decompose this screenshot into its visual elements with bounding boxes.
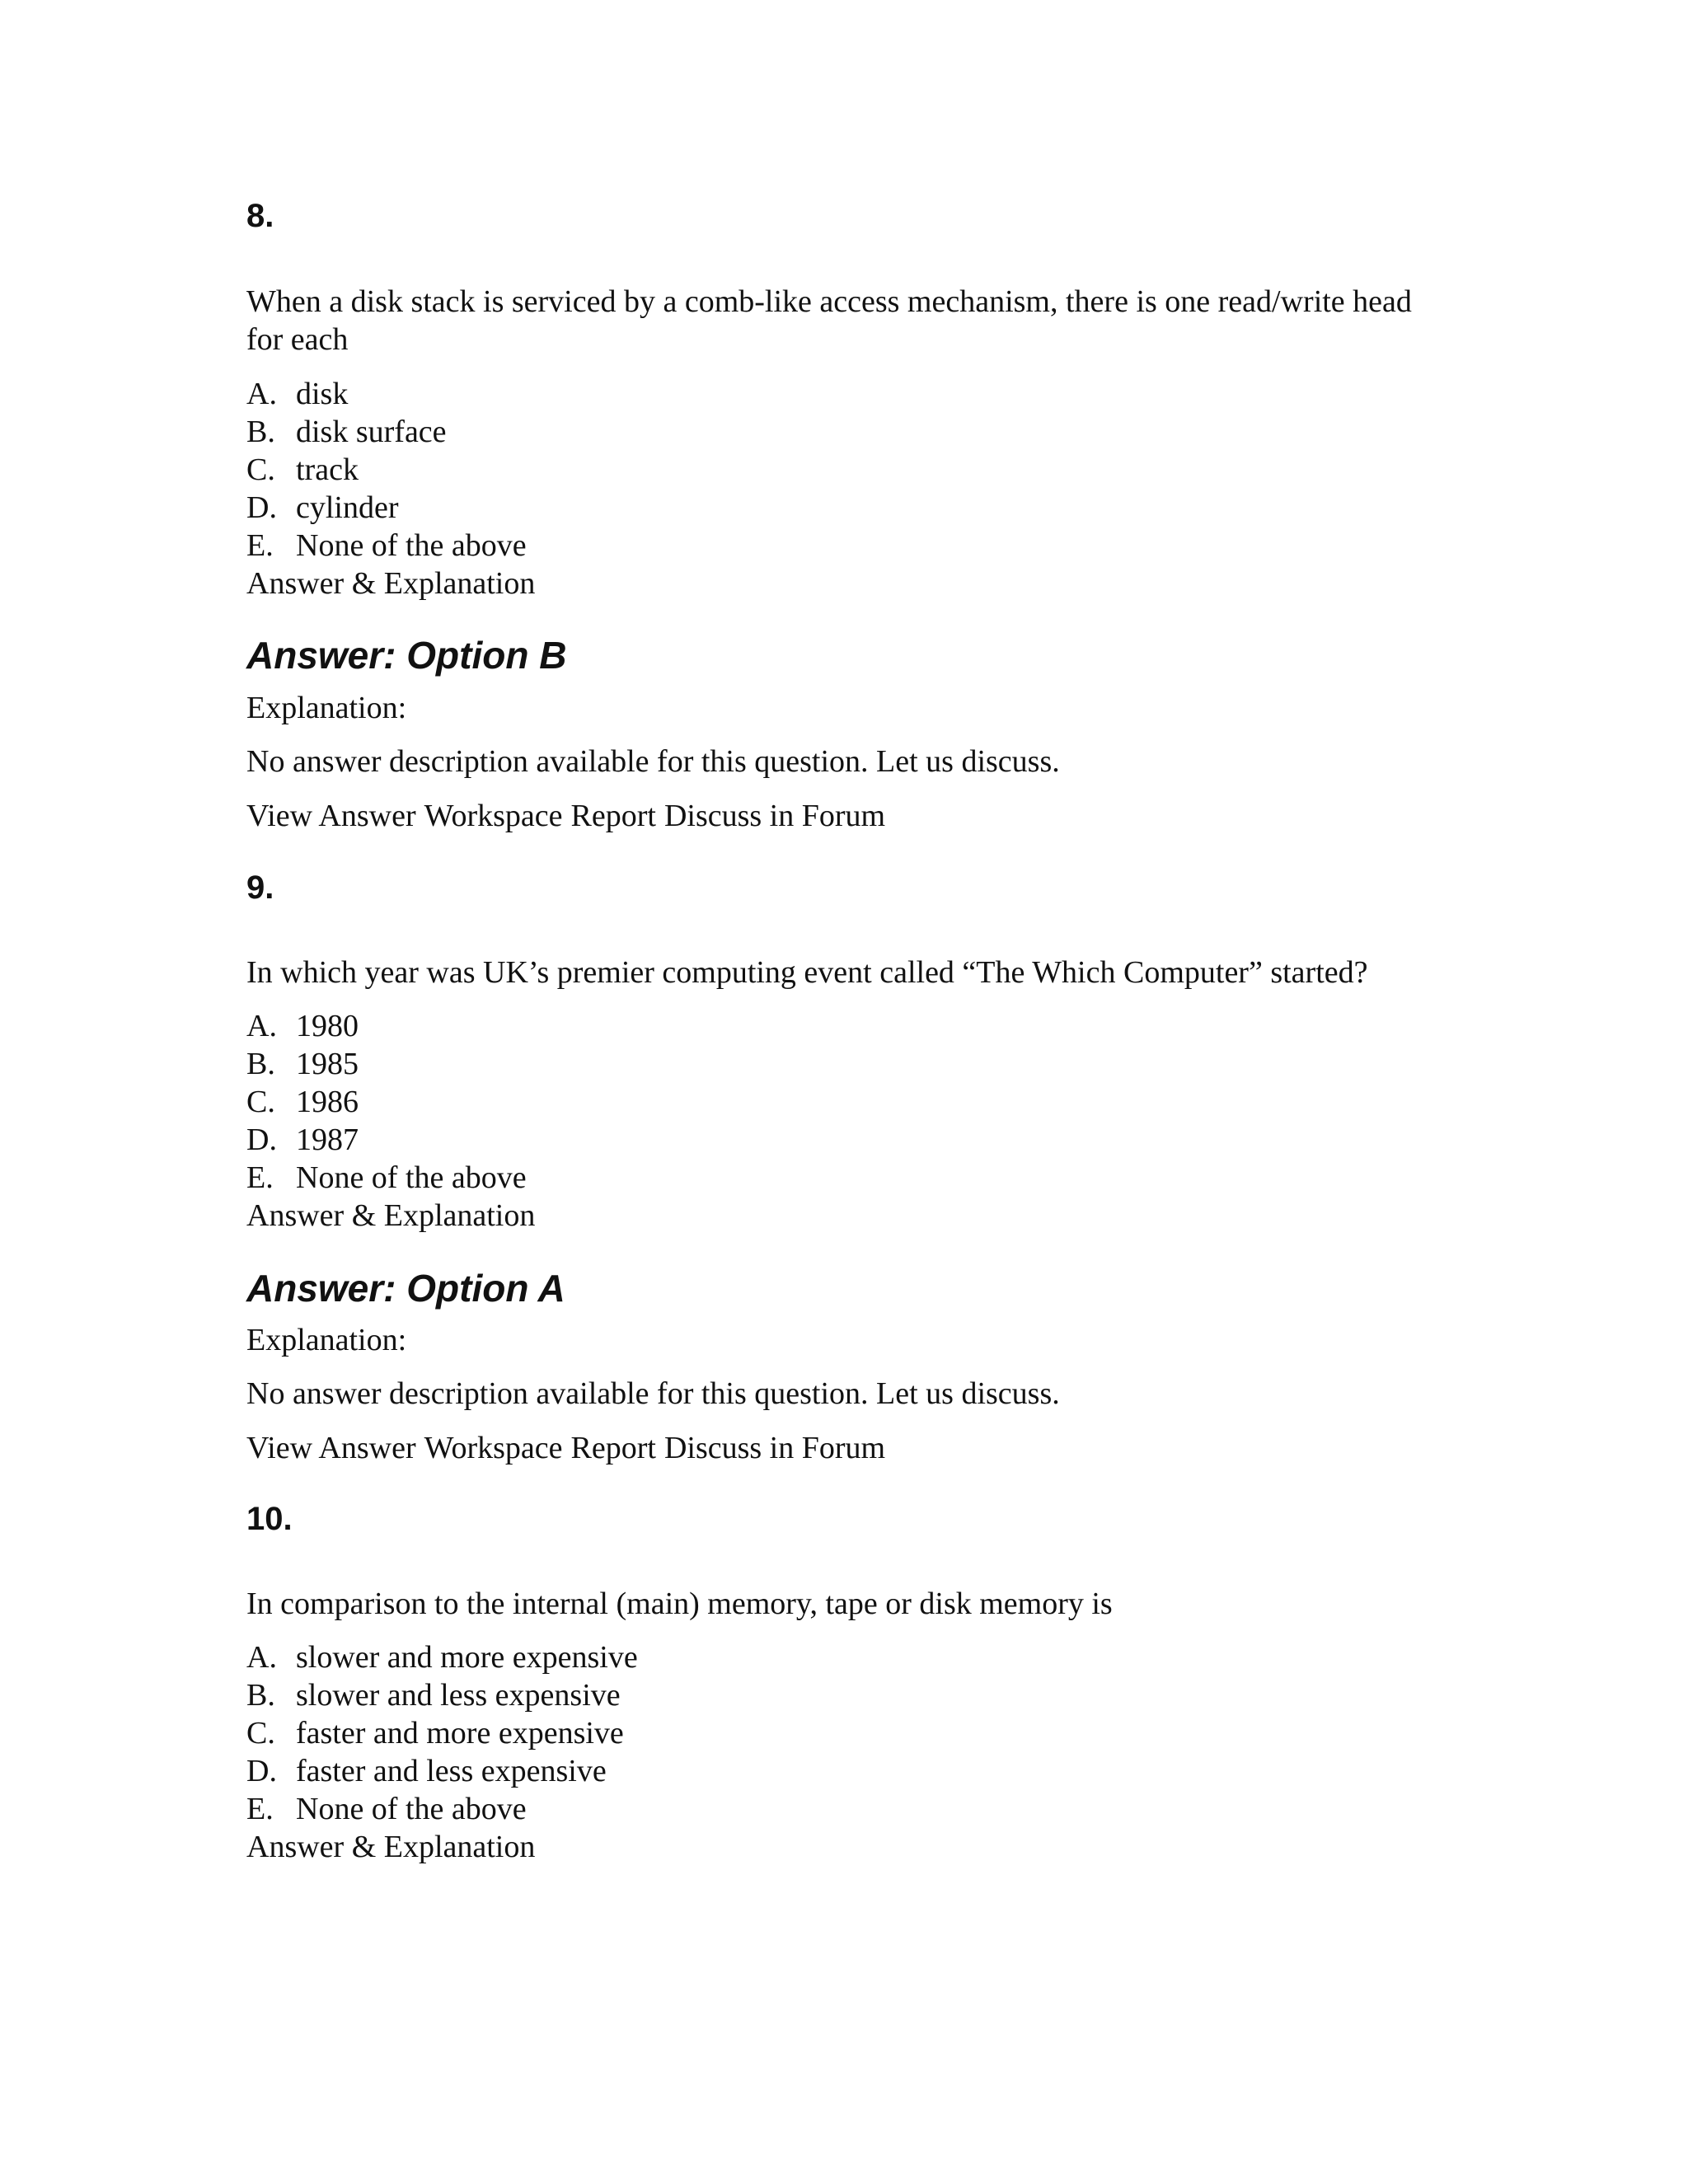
option-list [246,375,527,565]
explanation-label: Explanation: [246,691,407,725]
option-item[interactable] [246,1752,638,1790]
option-text: 1986 [296,1085,359,1119]
option-letter: D. [246,490,277,525]
option-item[interactable] [246,1083,527,1121]
option-letter: B. [246,415,275,449]
option-letter: E. [246,1160,274,1195]
option-item[interactable] [246,527,527,565]
option-item[interactable] [246,1121,527,1159]
report-link[interactable]: Report [570,799,656,833]
option-item[interactable] [246,1790,638,1828]
view-answer-link[interactable]: View Answer [246,799,416,833]
question-text: In comparison to the internal (main) memory, tape or disk memory is [246,1586,1113,1621]
answer-heading: Answer: Option A [246,1267,565,1310]
option-item[interactable] [246,1045,527,1083]
option-letter: D. [246,1754,277,1788]
explanation-label: Explanation: [246,1323,407,1357]
option-text: None of the above [296,528,527,563]
option-text: 1987 [296,1122,359,1157]
option-item[interactable] [246,375,527,413]
option-item[interactable] [246,451,527,489]
option-letter: A. [246,1009,277,1043]
explanation-text: No answer description available for this question. Let us discuss. [246,744,1060,779]
option-letter: C. [246,1085,275,1119]
question-number: 9. [246,869,274,906]
option-letter: C. [246,452,275,487]
option-item[interactable] [246,489,527,527]
workspace-link[interactable]: Workspace [424,1431,563,1465]
option-text: track [296,452,359,487]
option-text: disk surface [296,415,447,449]
option-text: disk [296,377,349,411]
option-text: faster and less expensive [296,1754,607,1788]
option-text: None of the above [296,1792,527,1826]
view-answer-link[interactable]: View Answer [246,1431,416,1465]
answer-heading: Answer: Option B [246,634,567,677]
option-text: 1980 [296,1009,359,1043]
report-link[interactable]: Report [570,1431,656,1465]
option-letter: C. [246,1716,275,1750]
option-list [246,1007,527,1197]
option-text: faster and more expensive [296,1716,624,1750]
option-letter: A. [246,377,277,411]
question-number: 8. [246,198,274,234]
option-item[interactable] [246,1676,638,1714]
action-links [246,797,885,835]
option-text: cylinder [296,490,399,525]
workspace-link[interactable]: Workspace [424,799,563,833]
answer-explanation-toggle[interactable]: Answer & Explanation [246,1830,536,1864]
option-item[interactable] [246,413,527,451]
option-text: None of the above [296,1160,527,1195]
action-links [246,1429,885,1467]
option-text: 1985 [296,1047,359,1081]
option-item[interactable] [246,1007,527,1045]
option-item[interactable] [246,1638,638,1676]
discuss-in-forum-link[interactable]: Discuss in Forum [663,799,886,833]
option-item[interactable] [246,1714,638,1752]
question-text: When a disk stack is serviced by a comb-like access mechanism, there is one read/write head for each [246,284,1412,357]
answer-explanation-toggle[interactable]: Answer & Explanation [246,566,536,601]
option-item[interactable] [246,1159,527,1197]
option-letter: E. [246,528,274,563]
option-letter: A. [246,1640,277,1675]
question-text: In which year was UK’s premier computing event called “The Which Computer” started? [246,955,1368,990]
option-list [246,1638,638,1828]
option-letter: B. [246,1678,275,1713]
option-letter: B. [246,1047,275,1081]
question-number: 10. [246,1501,293,1537]
discuss-in-forum-link[interactable]: Discuss in Forum [663,1431,886,1465]
answer-explanation-toggle[interactable]: Answer & Explanation [246,1198,536,1233]
option-text: slower and more expensive [296,1640,638,1675]
option-text: slower and less expensive [296,1678,621,1713]
explanation-text: No answer description available for this question. Let us discuss. [246,1376,1060,1411]
option-letter: E. [246,1792,274,1826]
option-letter: D. [246,1122,277,1157]
